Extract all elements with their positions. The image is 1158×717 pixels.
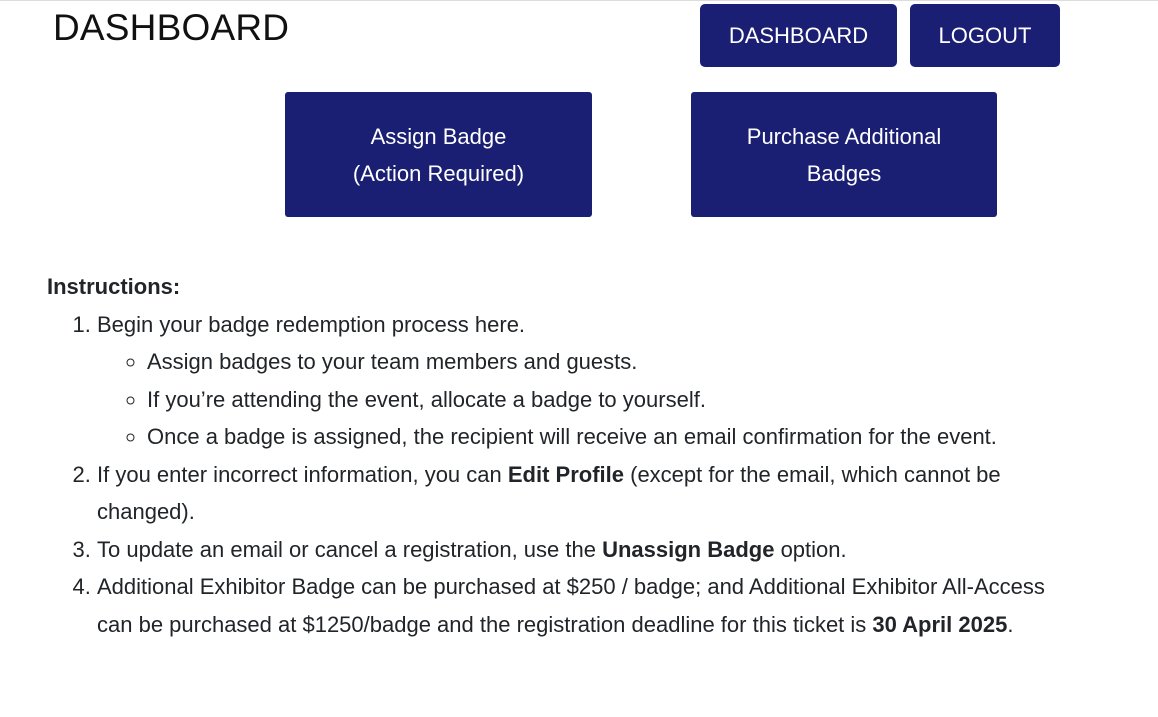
step-4-text-after: . <box>1007 611 1014 637</box>
step-2-text-after: (except for the email, which cannot be changed). <box>97 461 1001 524</box>
instruction-step-4 <box>97 568 1077 643</box>
dashboard-button[interactable]: DASHBOARD <box>700 4 897 67</box>
instructions-section <box>47 268 1077 643</box>
edit-profile-label: Edit Profile <box>507 461 624 487</box>
purchase-badges-label-line1: Purchase Additional <box>746 123 942 149</box>
step-2-text-before: If you enter incorrect information, you can <box>97 461 508 487</box>
assign-badge-label: Assign Badge <box>370 123 507 149</box>
assign-badge-sublabel: (Action Required) <box>352 160 525 186</box>
instruction-step-1 <box>97 306 1077 456</box>
step-4-text-before: Additional Exhibitor Badge can be purchased at $250 / badge; and Additional Exhibitor All-Access can be purchased at $1250/badge and the registration deadline for this ticket is <box>97 574 1045 637</box>
step-3-text-after: option. <box>774 536 847 562</box>
instruction-step-2 <box>97 456 1077 531</box>
page-title: DASHBOARD <box>53 7 290 48</box>
step-1-text: Begin your badge redemption process here. <box>97 311 526 337</box>
step-1-sublist <box>97 343 1077 456</box>
unassign-badge-label: Unassign Badge <box>602 536 775 562</box>
assign-badge-button[interactable] <box>285 92 592 217</box>
purchase-badges-button[interactable] <box>691 92 997 217</box>
logout-button[interactable]: LOGOUT <box>910 4 1060 67</box>
instruction-step-3 <box>97 531 1077 569</box>
step-1-sub-2: ◦ If you’re attending the event, allocate a badge to yourself. <box>147 381 1077 419</box>
deadline-date: 30 April 2025 <box>872 611 1008 637</box>
step-1-sub-3: ◦ Once a badge is assigned, the recipient will receive an email confirmation for the event. <box>147 418 1077 456</box>
step-3-text-before: To update an email or cancel a registration, use the <box>97 536 603 562</box>
purchase-badges-label-line2: Badges <box>806 160 882 186</box>
instructions-list <box>47 306 1077 644</box>
step-1-sub-1: ◦ Assign badges to your team members and guests. <box>147 343 1077 381</box>
instructions-heading: Instructions: <box>47 274 181 299</box>
